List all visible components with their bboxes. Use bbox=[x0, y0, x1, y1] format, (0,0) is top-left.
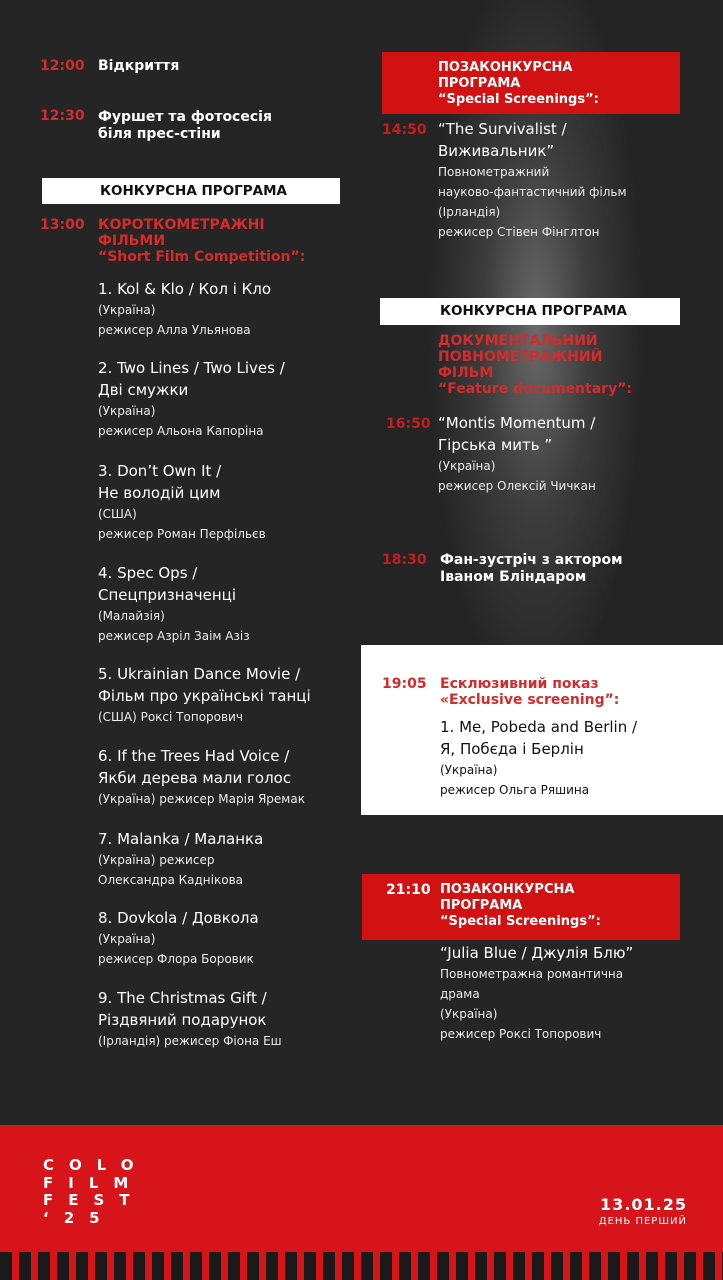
section-competition-left: КОНКУРСНА ПРОГРАМА bbox=[42, 178, 340, 204]
film-strip-border bbox=[0, 1252, 723, 1280]
film-7: 7. Malanka / Маланка (Україна) режисер Олександра Каднікова bbox=[98, 830, 264, 887]
section-competition-right: КОНКУРСНА ПРОГРАМА bbox=[380, 298, 680, 325]
special-screenings-box-2: ПОЗАКОНКУРСНА ПРОГРАМА “Special Screenings”: bbox=[362, 874, 680, 940]
film-9: 9. The Christmas Gift / Різдвяний подарунок (Ірландія) режисер Фіона Еш bbox=[98, 989, 282, 1048]
time-opening: 12:00 bbox=[40, 58, 85, 74]
event-meetup: Фан-зустріч з актором Іваном Бліндаром bbox=[440, 552, 623, 585]
film-6: 6. If the Trees Had Voice / Якби дерева мали голос (Україна) режисер Марія Яремак bbox=[98, 747, 305, 806]
event-reception: Фуршет та фотосесія біля прес-стіни bbox=[98, 109, 272, 142]
film-1: 1. Kol & Klo / Кол і Кло (Україна) режисер Алла Ульянова bbox=[98, 280, 272, 337]
time-exclusive: 19:05 bbox=[382, 676, 427, 692]
time-meetup: 18:30 bbox=[382, 552, 427, 568]
time-julia: 21:10 bbox=[386, 882, 431, 898]
film-montis: “Montis Momentum / Гірська мить ” (Україна) режисер Олексій Чичкан bbox=[438, 414, 596, 493]
special-screenings-box-1: ПОЗАКОНКУРСНА ПРОГРАМА “Special Screenings”: bbox=[382, 52, 680, 114]
film-3: 3. Don’t Own It / Не володій цим (США) режисер Роман Перфільєв bbox=[98, 462, 266, 541]
film-julia: “Julia Blue / Джулія Блю” Повнометражна романтична драма (Україна) режисер Роксі Топорович bbox=[440, 944, 634, 1041]
film-2: 2. Two Lines / Two Lives / Дві смужки (Україна) режисер Альона Капоріна bbox=[98, 359, 285, 438]
film-8: 8. Dovkola / Довкола (Україна) режисер Флора Боровик bbox=[98, 909, 259, 966]
time-survivalist: 14:50 bbox=[382, 122, 427, 138]
event-opening: Відкриття bbox=[98, 58, 180, 74]
heading-documentary: ДОКУМЕНТАЛЬНИЙ ПОВНОМЕТРАЖНИЙ ФІЛЬМ “Feature documentary”: bbox=[438, 333, 632, 397]
film-5: 5. Ukrainian Dance Movie / Фільм про українські танці (США) Роксі Топорович bbox=[98, 665, 311, 724]
heading-exclusive: Есклюзивний показ «Exclusive screening”: bbox=[440, 676, 620, 708]
festival-logo: COLO FILM FEST ‘25 bbox=[43, 1156, 149, 1227]
film-pobeda: 1. Me, Pobeda and Berlin / Я, Побєда і Берлін (Україна) режисер Ольга Ряшина bbox=[440, 718, 638, 797]
time-reception: 12:30 bbox=[40, 108, 85, 124]
film-survivalist: “The Survivalist / Виживальник” Повнометражний науково-фантастичний фільм (Ірландія) режисер Стівен Фінглтон bbox=[438, 120, 627, 239]
time-montis: 16:50 bbox=[386, 416, 431, 432]
film-4: 4. Spec Ops / Спецпризначенці (Малайзія) режисер Азріл Заім Азіз bbox=[98, 564, 250, 643]
festival-date: 13.01.25 ДЕНЬ ПЕРШИЙ bbox=[598, 1195, 687, 1227]
heading-short-films: КОРОТКОМЕТРАЖНІ ФІЛЬМИ “Short Film Competition”: bbox=[98, 217, 306, 265]
time-shorts: 13:00 bbox=[40, 217, 85, 233]
